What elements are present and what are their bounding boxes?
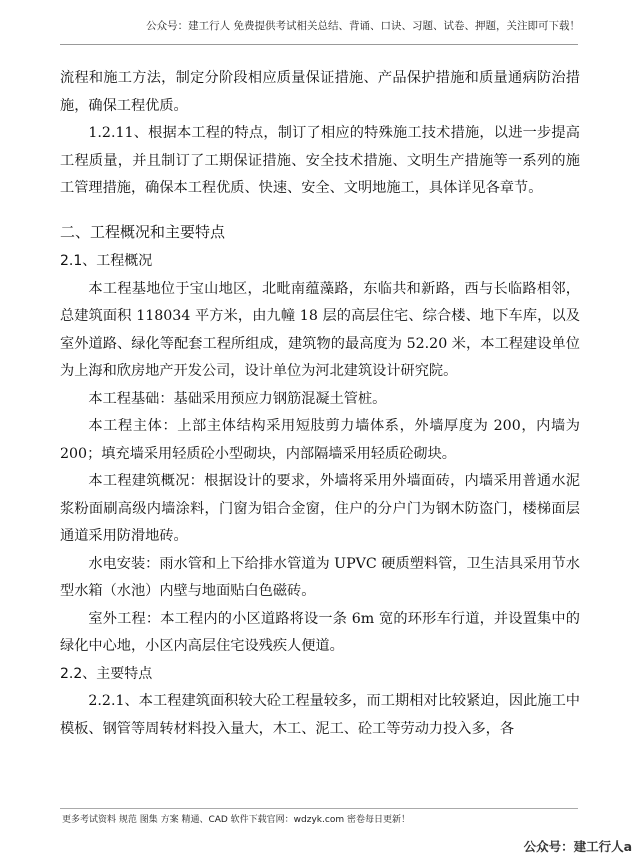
subsection-title-2-2: 2.2、主要特点: [60, 665, 153, 682]
paragraph-plumbing-electrical: 水电安装：雨水管和上下给排水管道为 UPVC 硬质塑料管，卫生洁具采用节水型水箱（水池）内壁与地面贴白色磁砖。: [60, 555, 580, 599]
subsection-title-2-1: 2.1、工程概况: [60, 253, 153, 269]
paragraph-exterior-works: 室外工程：本工程内的小区道路将设一条 6m 宽的环形车行道，并设置集中的绿化中心地，小区内高层住宅设残疾人便道。: [60, 610, 580, 654]
page-footer: 更多考试资料 规范 图集 方案 精通、CAD 软件下载官网：wdzyk.com 密卷每日更新！: [62, 815, 410, 825]
paragraph-2-2-1: 2.2.1、本工程建筑面积较大砼工程量较多，而工期相对比较紧迫，因此施工中模板、钢管等周转材料投入量大，木工、泥工、砼工等劳动力投入多，各: [60, 693, 580, 737]
header-divider: [60, 44, 578, 45]
paragraph-1-2-11: 1.2.11、根据本工程的特点，制订了相应的特殊施工技术措施，以进一步提高工程质量，并且制订了工期保证措施、安全技术措施、文明生产措施等一系列的施工管理措施，确保本工程优质、快速、安全、文明地施工，具体详见各章节。: [60, 125, 580, 196]
paragraph-foundation: 本工程基础：基础采用预应力钢筋混凝土管桩。: [88, 390, 387, 407]
document-body: [60, 65, 580, 743]
paragraph-continuation: 流程和施工方法，制定分阶段相应质量保证措施、产品保护措施和质量通病防治措施，确保工程优质。: [60, 70, 580, 114]
paragraph-project-location: 本工程基地位于宝山地区，北毗南蕴藻路，东临共和新路，西与长临路相邻，总建筑面积 118034 平方米，由九幢 18 层的高层住宅、综合楼、地下车库，以及室外道路、绿化等配套工程所组成，建筑物的最高度为 52.20 米，本工程建设单位为上海和欣房地产开发公司，设计单位为河北建筑设计研究院。: [60, 280, 580, 379]
watermark-label: 公众号：建工行人a: [523, 839, 632, 854]
page-header: 公众号：建工行人 免费提供考试相关总结、背诵、口诀、习题、试卷、押题，关注即可下载！: [146, 20, 580, 32]
footer-divider: [60, 808, 578, 809]
paragraph-architecture: 本工程建筑概况：根据设计的要求，外墙将采用外墙面砖，内墙采用普通水泥浆粉面刷高级内墙涂料，门窗为铝合金窗，住户的分户门为钢木防盗门，楼梯面层通道采用防滑地砖。: [60, 473, 580, 544]
paragraph-main-structure: 本工程主体：上部主体结构采用短肢剪力墙体系，外墙厚度为 200，内墙为 200；填充墙采用轻质砼小型砌块，内部隔墙采用轻质砼砌块。: [60, 418, 580, 462]
section-title-2: 二、工程概况和主要特点: [60, 222, 226, 241]
